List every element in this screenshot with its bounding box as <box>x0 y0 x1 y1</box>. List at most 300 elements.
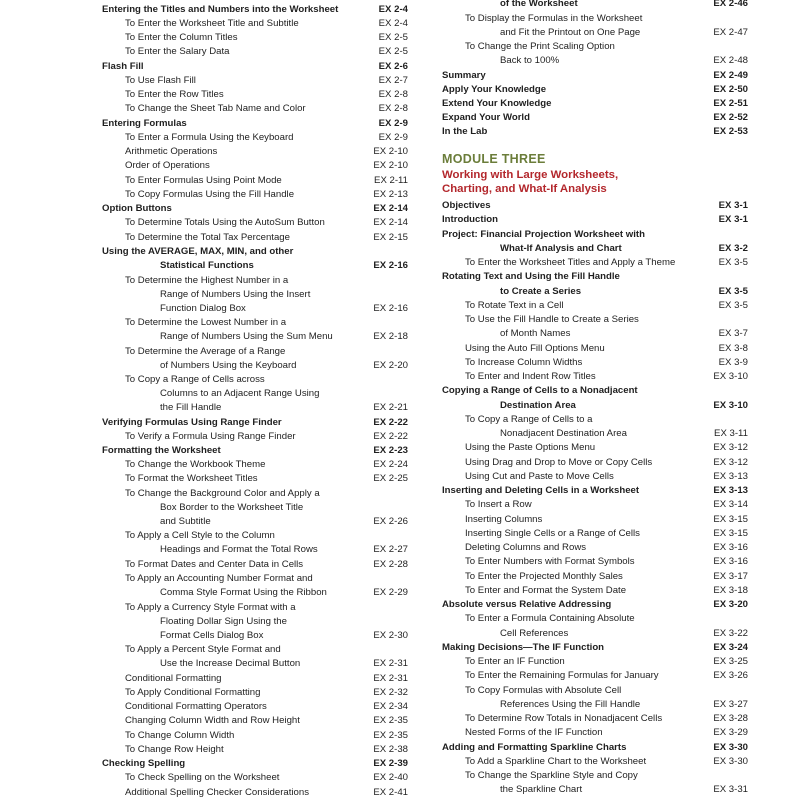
toc-entry <box>102 231 408 245</box>
toc-entry-title: Using Drag and Drop to Move or Copy Cells <box>465 457 653 468</box>
toc-entry-title: To Verify a Formula Using Range Finder <box>125 431 296 442</box>
toc-entry <box>442 370 748 384</box>
toc-entry-title: Nested Forms of the IF Function <box>465 727 603 738</box>
toc-entry <box>442 299 748 313</box>
toc-entry <box>442 12 748 26</box>
toc-entry-title: To Apply Conditional Formatting <box>125 687 261 698</box>
toc-heading-entry <box>442 125 748 139</box>
toc-entry <box>102 174 408 188</box>
toc-entry-title: Objectives <box>442 200 491 211</box>
toc-entry-title: of the Worksheet <box>500 0 578 9</box>
toc-page-number: EX 3-15 <box>713 514 748 525</box>
toc-entry-title: Nonadjacent Destination Area <box>500 428 627 439</box>
toc-page-number: EX 2-35 <box>373 730 408 741</box>
toc-page-number: EX 2-47 <box>713 27 748 38</box>
toc-heading-entry <box>442 83 748 97</box>
toc-entry-title: To Enter and Format the System Date <box>465 585 627 596</box>
toc-entry-title: Using the Paste Options Menu <box>465 442 596 453</box>
toc-page-number: EX 3-28 <box>713 713 748 724</box>
toc-entry-title: To Enter Numbers with Format Symbols <box>465 556 635 567</box>
toc-entry <box>442 712 748 726</box>
toc-entry <box>102 274 408 288</box>
toc-entry <box>442 669 748 683</box>
toc-entry-title: To Determine the Average of a Range <box>125 346 286 357</box>
toc-entry <box>102 558 408 572</box>
toc-page-number: EX 2-7 <box>378 75 408 86</box>
toc-entry-title: To Copy Formulas Using the Fill Handle <box>125 189 295 200</box>
toc-page-number: EX 2-24 <box>373 459 408 470</box>
toc-page-number: EX 2-6 <box>378 61 408 72</box>
toc-page-number: EX 3-26 <box>713 670 748 681</box>
toc-entry-title: Range of Numbers Using the Sum Menu <box>160 331 333 342</box>
toc-entry-title: To Change Row Height <box>125 744 224 755</box>
toc-entry-title: To Check Spelling on the Worksheet <box>125 772 280 783</box>
toc-entry <box>442 413 748 427</box>
toc-entry <box>442 256 748 270</box>
toc-entry-title: To Determine Totals Using the AutoSum Button <box>125 217 325 228</box>
toc-heading-entry <box>102 117 408 131</box>
toc-entry-title: To Increase Column Widths <box>465 357 583 368</box>
toc-page-number: EX 3-20 <box>713 599 748 610</box>
toc-entry <box>102 102 408 116</box>
toc-page-number: EX 3-29 <box>713 727 748 738</box>
toc-entry <box>102 316 408 330</box>
toc-page-number: EX 2-10 <box>373 160 408 171</box>
toc-entry-title: Statistical Functions <box>160 260 254 271</box>
toc-page-number: EX 2-40 <box>373 772 408 783</box>
toc-entry-title: To Copy Formulas with Absolute Cell <box>465 685 622 696</box>
toc-entry-title: Additional Spelling Checker Considerations <box>125 787 309 798</box>
toc-entry-title: the Sparkline Chart <box>500 784 583 795</box>
toc-entry-title: To Determine Row Totals in Nonadjacent Cells <box>465 713 663 724</box>
toc-page-number: EX 2-14 <box>373 217 408 228</box>
toc-page-number: EX 3-11 <box>714 428 748 439</box>
toc-heading-entry <box>442 270 748 284</box>
toc-page-number: EX 3-13 <box>713 485 748 496</box>
toc-entry-title: Rotating Text and Using the Fill Handle <box>442 271 620 282</box>
toc-entry-title: To Add a Sparkline Chart to the Worksheet <box>465 756 647 767</box>
toc-page-number: EX 3-12 <box>713 457 748 468</box>
toc-page-number: EX 2-4 <box>378 18 408 29</box>
toc-entry-title: Entering Formulas <box>102 118 187 129</box>
toc-page-number: EX 3-1 <box>718 214 748 225</box>
toc-page-number: EX 3-15 <box>713 528 748 539</box>
toc-entry <box>442 399 748 413</box>
toc-page-number: EX 2-18 <box>373 331 408 342</box>
toc-entry <box>102 188 408 202</box>
toc-entry-title: To Enter and Indent Row Titles <box>465 371 596 382</box>
toc-entry-title: To Determine the Lowest Number in a <box>125 317 287 328</box>
toc-entry-title: Copying a Range of Cells to a Nonadjacent <box>442 385 638 396</box>
toc-entry <box>102 17 408 31</box>
toc-entry <box>442 327 748 341</box>
toc-entry-title: Flash Fill <box>102 61 144 72</box>
toc-heading-entry <box>102 3 408 17</box>
module-subtitle-line-1: Working with Large Worksheets, <box>442 169 619 181</box>
toc-entry-title: to Create a Series <box>500 286 582 297</box>
toc-entry-title: To Enter the Worksheet Title and Subtitle <box>125 18 299 29</box>
toc-page-number: EX 3-1 <box>718 200 748 211</box>
toc-entry-title: of Month Names <box>500 328 571 339</box>
toc-entry-title: Using the Auto Fill Options Menu <box>465 343 605 354</box>
toc-page-number: EX 2-10 <box>373 146 408 157</box>
toc-entry-title: and Subtitle <box>160 516 211 527</box>
toc-entry-title: Arithmetic Operations <box>125 146 218 157</box>
toc-page-number: EX 3-5 <box>718 286 748 297</box>
toc-entry <box>102 586 408 600</box>
toc-entry <box>102 216 408 230</box>
toc-entry <box>442 769 748 783</box>
toc-entry-title: To Enter the Row Titles <box>125 89 224 100</box>
toc-heading-entry <box>102 416 408 430</box>
toc-entry <box>442 627 748 641</box>
toc-page-number: EX 2-22 <box>373 431 408 442</box>
toc-page-number: EX 2-53 <box>713 126 748 137</box>
toc-entry <box>102 74 408 88</box>
toc-page-number: EX 2-5 <box>378 32 408 43</box>
toc-entry <box>442 541 748 555</box>
toc-entry-title: Inserting Single Cells or a Range of Cells <box>465 528 640 539</box>
toc-entry-title: To Rotate Text in a Cell <box>465 300 564 311</box>
toc-entry-title: To Copy a Range of Cells to a <box>465 414 593 425</box>
toc-entry <box>102 515 408 529</box>
toc-entry <box>442 40 748 54</box>
toc-entry <box>102 131 408 145</box>
toc-entry-title: To Enter the Remaining Formulas for January <box>465 670 659 681</box>
toc-entry <box>102 472 408 486</box>
toc-entry-title: To Enter the Salary Data <box>125 46 230 57</box>
toc-entry-title: Cell References <box>500 628 569 639</box>
toc-entry <box>102 45 408 59</box>
toc-page-number: EX 2-46 <box>713 0 748 9</box>
toc-entry <box>442 584 748 598</box>
toc-page-number: EX 3-16 <box>713 556 748 567</box>
toc-heading-entry <box>442 97 748 111</box>
toc-page-number: EX 2-48 <box>713 55 748 66</box>
toc-entry <box>442 456 748 470</box>
toc-page-number: EX 2-49 <box>713 70 748 81</box>
toc-entry <box>102 572 408 586</box>
toc-entry-title: Formatting the Worksheet <box>102 445 221 456</box>
toc-entry <box>442 698 748 712</box>
toc-page-number: EX 3-2 <box>718 243 748 254</box>
toc-entry <box>102 31 408 45</box>
toc-entry <box>102 373 408 387</box>
toc-entry <box>442 54 748 68</box>
toc-page-number: EX 3-27 <box>713 699 748 710</box>
toc-entry-title: To Display the Formulas in the Worksheet <box>465 13 643 24</box>
toc-entry-title: To Apply a Currency Style Format with a <box>125 602 296 613</box>
toc-entry <box>102 629 408 643</box>
toc-entry <box>442 285 748 299</box>
toc-entry-title: Inserting and Deleting Cells in a Worksheet <box>442 485 640 496</box>
toc-entry <box>102 643 408 657</box>
toc-entry <box>102 672 408 686</box>
toc-entry <box>102 529 408 543</box>
toc-entry <box>442 655 748 669</box>
toc-page-number: EX 2-16 <box>373 303 408 314</box>
toc-page-number: EX 2-29 <box>373 587 408 598</box>
toc-entry <box>102 359 408 373</box>
toc-entry <box>102 700 408 714</box>
toc-entry-title: References Using the Fill Handle <box>500 699 641 710</box>
toc-entry-title: Deleting Columns and Rows <box>465 542 587 553</box>
toc-entry <box>102 145 408 159</box>
toc-entry <box>102 330 408 344</box>
toc-page-number: EX 3-18 <box>713 585 748 596</box>
toc-page-number: EX 2-27 <box>373 544 408 555</box>
toc-entry <box>102 501 408 515</box>
toc-page-number: EX 2-35 <box>373 715 408 726</box>
toc-page-number: EX 2-11 <box>374 175 408 186</box>
toc-page-number: EX 2-26 <box>373 516 408 527</box>
toc-page-number: EX 2-28 <box>373 559 408 570</box>
module-subtitle-line-2: Charting, and What-If Analysis <box>442 183 607 195</box>
toc-entry-title: To Format Dates and Center Data in Cells <box>125 559 304 570</box>
toc-entry-title: To Use Flash Fill <box>125 75 196 86</box>
toc-heading-entry <box>102 245 408 259</box>
toc-heading-entry <box>442 111 748 125</box>
toc-entry <box>442 570 748 584</box>
toc-entry <box>102 615 408 629</box>
toc-page-number: EX 3-16 <box>713 542 748 553</box>
toc-page-number: EX 3-25 <box>713 656 748 667</box>
toc-entry-title: To Enter the Column Titles <box>125 32 238 43</box>
toc-heading-entry <box>442 228 748 242</box>
toc-page-number: EX 2-25 <box>373 473 408 484</box>
toc-entry <box>442 612 748 626</box>
toc-entry-title: Verifying Formulas Using Range Finder <box>102 417 282 428</box>
toc-page-number: EX 3-5 <box>718 257 748 268</box>
toc-page-number: EX 2-4 <box>378 4 408 15</box>
toc-entry <box>102 686 408 700</box>
toc-entry-title: and Fit the Printout on One Page <box>500 27 641 38</box>
toc-heading-entry <box>442 484 748 498</box>
toc-page-number: EX 2-50 <box>713 84 748 95</box>
toc-entry <box>102 159 408 173</box>
toc-entry-title: Summary <box>442 70 486 81</box>
toc-page-number: EX 2-51 <box>713 98 748 109</box>
toc-entry <box>442 470 748 484</box>
toc-entry <box>442 26 748 40</box>
toc-page-number: EX 3-17 <box>713 571 748 582</box>
toc-page-number: EX 3-9 <box>718 357 748 368</box>
toc-entry <box>102 786 408 800</box>
toc-heading-entry <box>102 60 408 74</box>
toc-entry <box>102 657 408 671</box>
toc-entry-title: Comma Style Format Using the Ribbon <box>160 587 327 598</box>
toc-entry-title: Apply Your Knowledge <box>442 84 547 95</box>
toc-entry <box>442 441 748 455</box>
toc-entry <box>102 458 408 472</box>
toc-entry <box>102 387 408 401</box>
toc-entry-title: Extend Your Knowledge <box>442 98 552 109</box>
toc-entry-title: Order of Operations <box>125 160 210 171</box>
toc-page-number: EX 3-7 <box>718 328 748 339</box>
toc-page-number: EX 2-15 <box>373 232 408 243</box>
toc-entry-title: Floating Dollar Sign Using the <box>160 616 287 627</box>
toc-page-number: EX 2-9 <box>378 118 408 129</box>
toc-page-number: EX 3-10 <box>713 371 748 382</box>
toc-heading-entry <box>442 598 748 612</box>
toc-entry-title: To Change the Background Color and Apply a <box>125 488 320 499</box>
toc-entry <box>442 242 748 256</box>
toc-entry <box>442 726 748 740</box>
toc-entry-title: To Change the Workbook Theme <box>125 459 266 470</box>
toc-page-number: EX 2-16 <box>373 260 408 271</box>
toc-entry <box>102 601 408 615</box>
toc-page-number: EX 2-41 <box>373 787 408 798</box>
toc-entry-title: To Enter a Formula Containing Absolute <box>465 613 635 624</box>
toc-heading-entry <box>442 741 748 755</box>
toc-entry-title: Conditional Formatting <box>125 673 222 684</box>
toc-page-number: EX 2-5 <box>378 46 408 57</box>
toc-page-number: EX 2-39 <box>373 758 408 769</box>
toc-entry <box>442 0 748 11</box>
toc-page-number: EX 3-12 <box>713 442 748 453</box>
toc-heading-entry <box>442 641 748 655</box>
toc-heading-entry <box>102 444 408 458</box>
toc-entry <box>102 729 408 743</box>
toc-entry-title: To Insert a Row <box>465 499 532 510</box>
toc-page-number: EX 3-31 <box>713 784 748 795</box>
toc-page-number: EX 2-52 <box>713 112 748 123</box>
toc-page-number: EX 3-8 <box>718 343 748 354</box>
toc-entry-title: In the Lab <box>442 126 488 137</box>
toc-entry-title: Making Decisions—The IF Function <box>442 642 605 653</box>
toc-entry <box>442 356 748 370</box>
toc-page-number: EX 2-31 <box>373 673 408 684</box>
toc-entry <box>102 401 408 415</box>
toc-entry-title: Format Cells Dialog Box <box>160 630 264 641</box>
toc-entry-title: To Enter the Projected Monthly Sales <box>465 571 623 582</box>
toc-entry-title: Entering the Titles and Numbers into the Worksheet <box>102 4 339 15</box>
toc-entry-title: the Fill Handle <box>160 402 222 413</box>
toc-heading-entry <box>442 384 748 398</box>
toc-entry-title: To Apply an Accounting Number Format and <box>125 573 313 584</box>
toc-entry-title: To Enter an IF Function <box>465 656 565 667</box>
toc-entry <box>102 487 408 501</box>
toc-heading-entry <box>102 202 408 216</box>
toc-entry-title: To Enter a Formula Using the Keyboard <box>125 132 294 143</box>
toc-heading-entry <box>102 757 408 771</box>
toc-entry <box>102 430 408 444</box>
toc-page-number: EX 2-21 <box>373 402 408 413</box>
toc-entry-title: To Enter Formulas Using Point Mode <box>125 175 282 186</box>
toc-entry <box>102 743 408 757</box>
toc-heading-entry <box>442 199 748 213</box>
toc-entry-title: What-If Analysis and Chart <box>500 243 622 254</box>
toc-entry-title: Conditional Formatting Operators <box>125 701 267 712</box>
toc-entry <box>102 302 408 316</box>
toc-page-number: EX 3-13 <box>713 471 748 482</box>
toc-entry <box>442 498 748 512</box>
toc-entry-title: Absolute versus Relative Addressing <box>442 599 612 610</box>
toc-entry-title: Adding and Formatting Sparkline Charts <box>442 742 627 753</box>
toc-entry-title: Project: Financial Projection Worksheet with <box>442 229 645 240</box>
toc-entry <box>442 313 748 327</box>
toc-page-number: EX 2-22 <box>373 417 408 428</box>
toc-entry <box>442 427 748 441</box>
toc-entry-title: To Format the Worksheet Titles <box>125 473 258 484</box>
toc-entry-title: Changing Column Width and Row Height <box>125 715 300 726</box>
toc-entry-title: To Change Column Width <box>125 730 235 741</box>
toc-page-number: EX 2-32 <box>373 687 408 698</box>
toc-entry <box>442 755 748 769</box>
toc-entry-title: Checking Spelling <box>102 758 186 769</box>
toc-entry <box>442 527 748 541</box>
toc-page-number: EX 2-9 <box>378 132 408 143</box>
toc-entry <box>102 543 408 557</box>
toc-entry <box>102 714 408 728</box>
toc-entry-title: To Apply a Percent Style Format and <box>125 644 281 655</box>
toc-entry-title: Range of Numbers Using the Insert <box>160 289 311 300</box>
toc-entry <box>102 88 408 102</box>
toc-entry-title: To Change the Sheet Tab Name and Color <box>125 103 306 114</box>
toc-entry <box>102 771 408 785</box>
toc-page-number: EX 3-10 <box>713 400 748 411</box>
toc-entry-title: To Enter the Worksheet Titles and Apply a Theme <box>465 257 676 268</box>
toc-entry-title: Columns to an Adjacent Range Using <box>160 388 320 399</box>
toc-page-number: EX 2-31 <box>373 658 408 669</box>
toc-entry-title: Destination Area <box>500 400 576 411</box>
toc-entry-title: Box Border to the Worksheet Title <box>160 502 304 513</box>
toc-page-number: EX 2-30 <box>373 630 408 641</box>
module-title: MODULE THREE <box>442 152 546 166</box>
toc-entry-title: Use the Increase Decimal Button <box>160 658 301 669</box>
toc-entry <box>102 259 408 273</box>
toc-entry-title: To Apply a Cell Style to the Column <box>125 530 275 541</box>
toc-entry-title: of Numbers Using the Keyboard <box>160 360 297 371</box>
toc-page-number: EX 2-8 <box>378 89 408 100</box>
toc-page-number: EX 2-38 <box>373 744 408 755</box>
toc-page-number: EX 2-14 <box>373 203 408 214</box>
toc-entry-title: To Change the Print Scaling Option <box>465 41 615 52</box>
toc-entry <box>442 513 748 527</box>
toc-page-number: EX 2-34 <box>373 701 408 712</box>
toc-heading-entry <box>442 213 748 227</box>
toc-entry-title: Back to 100% <box>500 55 560 66</box>
toc-entry-title: Using the AVERAGE, MAX, MIN, and other <box>102 246 294 257</box>
toc-entry <box>102 288 408 302</box>
toc-entry-title: To Determine the Total Tax Percentage <box>125 232 290 243</box>
toc-entry-title: To Determine the Highest Number in a <box>125 275 289 286</box>
toc-entry-title: Expand Your World <box>442 112 530 123</box>
toc-entry-title: To Copy a Range of Cells across <box>125 374 265 385</box>
toc-entry-title: Headings and Format the Total Rows <box>160 544 318 555</box>
toc-page-number: EX 2-8 <box>378 103 408 114</box>
toc-entry <box>442 555 748 569</box>
toc-page-number: EX 3-30 <box>713 742 748 753</box>
toc-entry-title: To Use the Fill Handle to Create a Series <box>465 314 639 325</box>
toc-entry-title: Option Buttons <box>102 203 172 214</box>
toc-entry <box>442 783 748 797</box>
toc-entry <box>102 345 408 359</box>
toc-page-number: EX 3-14 <box>713 499 748 510</box>
toc-page-number: EX 3-24 <box>713 642 748 653</box>
toc-heading-entry <box>442 69 748 83</box>
toc-page-number: EX 3-5 <box>718 300 748 311</box>
toc-page-number: EX 2-23 <box>373 445 408 456</box>
toc-page-number: EX 2-20 <box>373 360 408 371</box>
toc-page-number: EX 3-22 <box>713 628 748 639</box>
toc-entry <box>442 684 748 698</box>
toc-page-number: EX 2-13 <box>373 189 408 200</box>
toc-entry-title: Using Cut and Paste to Move Cells <box>465 471 614 482</box>
toc-page-number: EX 3-30 <box>713 756 748 767</box>
toc-entry <box>442 342 748 356</box>
toc-entry-title: To Change the Sparkline Style and Copy <box>465 770 638 781</box>
